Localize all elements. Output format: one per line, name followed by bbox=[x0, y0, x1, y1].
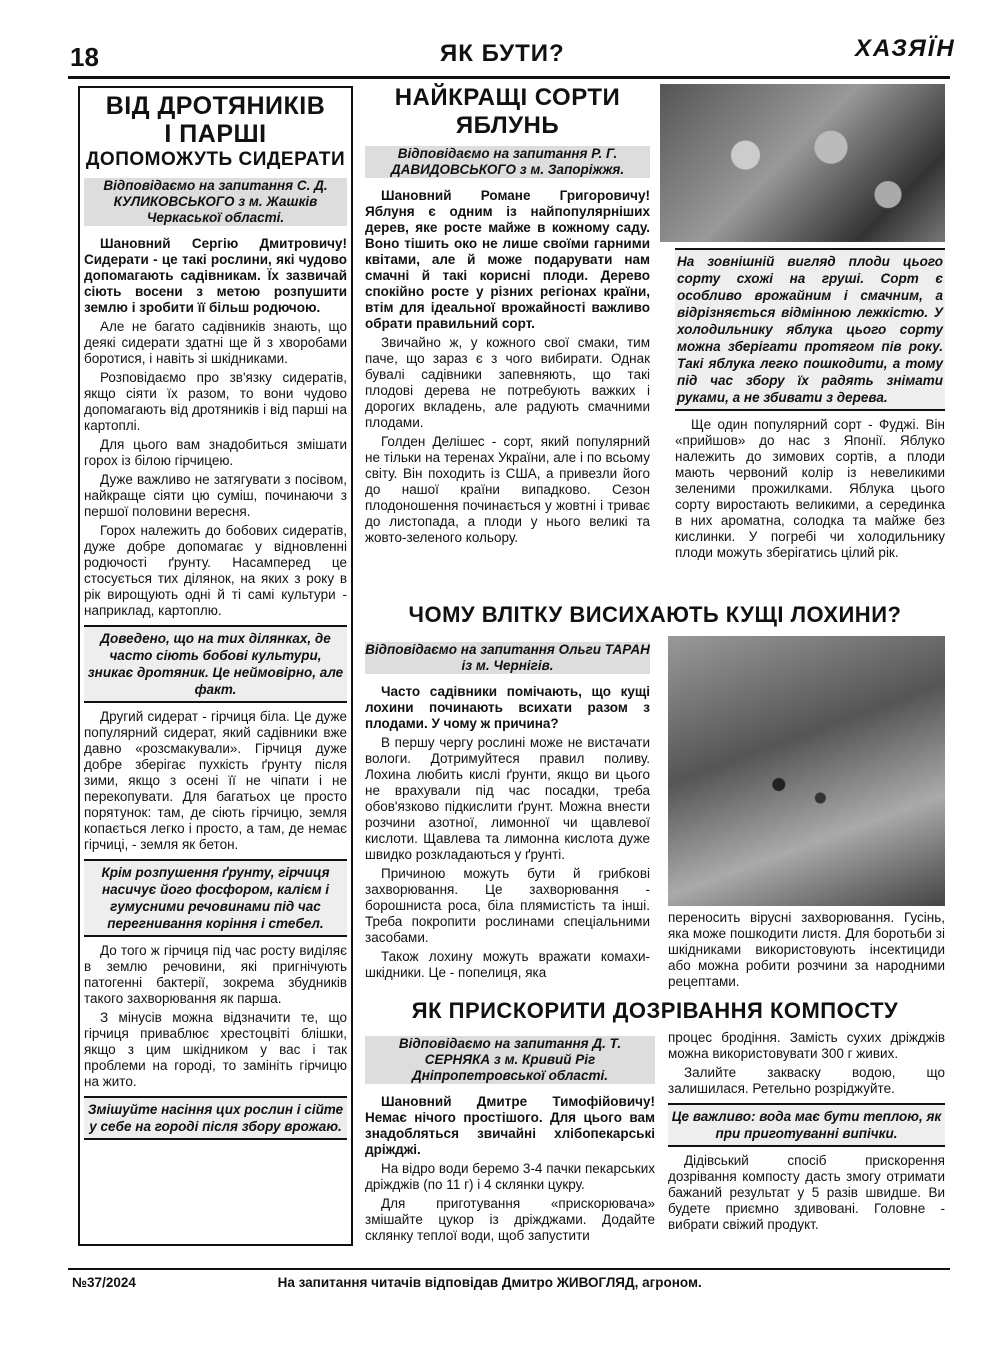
newspaper-logo: ХАЗЯЇН bbox=[855, 35, 956, 62]
article-title-line2: ЯБЛУНЬ bbox=[455, 112, 560, 139]
article-apples bbox=[365, 84, 650, 549]
paragraph: Причиною можуть бути й грибкові захворювання. Це захворювання - борошниста роса, біла плямистість та інші. Треба покропити рослинами спеціальними засобами. bbox=[365, 866, 650, 945]
intro-paragraph: Шановний Сергію Дмитровичу! Сидерати - це такі рослини, які чудово допомагають садівникам. Їх зазвичай сіють восени з метою розпушити землю і зробити її більш родючою. bbox=[84, 236, 347, 315]
paragraph: переносить вірусні захворювання. Гусінь, яка може пошкодити листя. Для боротьби зі шкідниками використовують інсектициди або можна робити розчини за народними рецептами. bbox=[668, 910, 945, 989]
reader-question: Відповідаємо на запитання Ольги ТАРАН із м. Чернігів. bbox=[365, 642, 650, 673]
header-rule bbox=[68, 76, 950, 79]
apples-right-column bbox=[675, 248, 945, 564]
paragraph: Дуже важливо не затягувати з посівом, найкраще сіяти цю суміш, починаючи з першої половини вересня. bbox=[84, 472, 347, 519]
blueberry-right-column bbox=[668, 910, 945, 993]
compost-left-column bbox=[365, 1030, 655, 1247]
highlight-box: Крім розпушення ґрунту, гірчиця насичує його фосфором, калієм і гумусними речовинами під час перегнивання коріння і стебел. bbox=[84, 859, 347, 937]
intro-paragraph: Часто садівники помічають, що кущі лохини починають всихати разом з плодами. У чому ж причина? bbox=[365, 684, 650, 731]
article-siderates bbox=[78, 86, 353, 1246]
author-credit: На запитання читачів відповідав Дмитро ЖИВОГЛЯД, агроном. bbox=[277, 1275, 702, 1290]
paragraph: Звичайно ж, у кожного свої смаки, тим паче, що зараз є з чого вибирати. Однак бувалі садівники запевняють, що такі плодові дерева не потребують важких і дорогих вкладень, але радують смачними плодами. bbox=[365, 335, 650, 430]
article-compost bbox=[365, 998, 945, 1024]
paragraph: Залийте закваску водою, що залишилася. Ретельно розріджуйте. bbox=[668, 1065, 945, 1096]
paragraph: процес бродіння. Замість сухих дріжджів можна використовувати 300 г живих. bbox=[668, 1030, 945, 1061]
paragraph: З мінусів можна відзначити те, що гірчиця приваблює хрестоцвіті блішки, якщо з цим шкідником у вас і так проблеми на городі, то замініть гірчицю на жито. bbox=[84, 1010, 347, 1089]
intro-paragraph: Шановний Романе Григоровичу! Яблуня є одним із найпопулярніших дерев, яке росте майже в кожному саду. Воно тішить око не лише своїми гарними квітами, але й може подарувати нам смачні й такі корисні плоди. Дерево спокійно росте у різних регіонах країни, втім для ідеальної врожайності важливо обрати правильний сорт. bbox=[365, 188, 650, 331]
paragraph: Дідівський спосіб прискорення дозрівання компосту дасть змогу отримати бажаний результат у 5 разів швидше. Ви будете приємно здивовані. Головне - вибрати свіжий продукт. bbox=[668, 1153, 945, 1232]
reader-question: Відповідаємо на запитання Р. Г. ДАВИДОВСЬКОГО з м. Запоріжжя. bbox=[365, 146, 650, 178]
footer bbox=[72, 1275, 720, 1290]
article-title: НАЙКРАЩІ СОРТИ bbox=[394, 84, 621, 111]
highlight-box: Це важливо: вода має бути теплою, як при приготуванні випічки. bbox=[668, 1103, 945, 1147]
reader-question: Відповідаємо на запитання С. Д. КУЛИКОВСЬКОГО з м. Жашків Черкаської області. bbox=[84, 178, 347, 226]
paragraph: Розповідаємо про зв'язку сидератів, якщо сіяти їх разом, то вони чудово допомагають від дротяників і від парші на картоплі. bbox=[84, 370, 347, 433]
article-title: ЧОМУ ВЛІТКУ ВИСИХАЮТЬ КУЩІ ЛОХИНИ? bbox=[408, 602, 902, 627]
apple-tree-photo bbox=[660, 84, 945, 242]
page-number: 18 bbox=[70, 42, 99, 72]
footer-rule bbox=[68, 1268, 950, 1270]
article-blueberry bbox=[365, 602, 945, 628]
article-subtitle: ДОПОМОЖУТЬ СИДЕРАТИ bbox=[85, 149, 346, 170]
highlight-box: Змішуйте насіння цих рослин і сійте у себе на городі після збору врожаю. bbox=[84, 1096, 347, 1140]
paragraph: Ще один популярний сорт - Фуджі. Він «прийшов» до нас з Японії. Яблуко належить до зимових сортів, а плоди мають червоний колір із невеликими зеленими прожилками. Яблука цього сорту виростають великими, а серединка в них ароматна, солодка та майже без кислинки. У погребі чи холодильнику плоди можуть зберігатись цілий рік. bbox=[675, 417, 945, 560]
paragraph: Другий сидерат - гірчиця біла. Це дуже популярний сидерат, який садівники вже давно «розсмакували». Гірчиця дуже добре зберігає пухкість ґрунту після зими, якщо з осені її не чіпати і не перекопувати. Для багатьох це просто порятунок: там, де сіють гірчицю, земля копається легко і просто, а там, де немає гірчиці, - земля як бетон. bbox=[84, 709, 347, 852]
compost-right-column bbox=[668, 1030, 945, 1236]
highlight-box: Доведено, що на тих ділянках, де часто сіють бобові культури, зникає дротяник. Це неймовірно, але факт. bbox=[84, 625, 347, 703]
paragraph: Для приготування «прискорювача» змішайте цукор із дріжджами. Додайте склянку теплої води, щоб запустити bbox=[365, 1196, 655, 1243]
blueberry-bush-photo bbox=[668, 636, 945, 906]
blueberry-left-column bbox=[365, 636, 650, 984]
article-title: ВІД ДРОТЯНИКІВ bbox=[105, 92, 326, 120]
article-title: ЯК ПРИСКОРИТИ ДОЗРІВАННЯ КОМПОСТУ bbox=[411, 998, 899, 1023]
reader-question: Відповідаємо на запитання Д. Т. СЕРНЯКА з м. Кривий Ріг Дніпропетровської області. bbox=[365, 1036, 655, 1084]
article-title-line2: І ПАРШІ bbox=[164, 120, 267, 148]
paragraph: Голден Делішес - сорт, який популярний не тільки на теренах України, але і по всьому світу. Він походить із США, а привезли його до нашої країни випадково. Сезон плодоношення починається у жовтні і триває до листопада, а плоди у нього великі та жовто-зеленого кольору. bbox=[365, 434, 650, 545]
paragraph: Але не багато садівників знають, що деякі сидерати здатні ще й з хворобами боротися, і навіть зі шкідниками. bbox=[84, 319, 347, 366]
section-title: ЯК БУТИ? bbox=[440, 40, 565, 67]
paragraph: На відро води беремо 3-4 пачки пекарських дріжджів (по 11 г) і 4 склянки цукру. bbox=[365, 1161, 655, 1192]
intro-paragraph: Шановний Дмитре Тимофійовичу! Немає нічого простішого. Для цього вам знадобляться звичайні хлібопекарські дріжджі. bbox=[365, 1094, 655, 1157]
issue-number: №37/2024 bbox=[72, 1275, 136, 1290]
photo-caption: На зовнішній вигляд плоди цього сорту схожі на груші. Сорт є особливо врожайним і смачним, а відрізняється відмінною лежкістю. У холодильнику яблука цього сорту можна зберігати протягом пів року. Такі яблука легко пошкодити, а тому під час збору їх радять знімати руками, а не збивати з дерева. bbox=[675, 248, 945, 411]
paragraph: Горох належить до бобових сидератів, дуже добре допомагає у відновленні родючості ґрунту. Насамперед це стосується тих ділянок, на яких з року в рік вирощують одні й ті самі культури - наприклад, картоплю. bbox=[84, 523, 347, 618]
paragraph: До того ж гірчиця під час росту виділяє в землю речовини, які пригнічують патогенні бактерії, зокрема збудників такого захворювання як парша. bbox=[84, 943, 347, 1006]
paragraph: В першу чергу рослині може не вистачати вологи. Дотримуйтеся правил поливу. Лохина любить кислі ґрунти, якщо ви цього не врахували під час посадки, треба обов'язково підкислити ґрунт. Можна внести розчини азотної, лимонної чи щавлевої кислоти. Щавлева та лимонна кислота дуже швидко розкладаються у ґрунті. bbox=[365, 735, 650, 862]
paragraph: Також лохину можуть вражати комахи-шкідники. Це - попелиця, яка bbox=[365, 949, 650, 980]
paragraph: Для цього вам знадобиться змішати горох із білою гірчицею. bbox=[84, 437, 347, 468]
